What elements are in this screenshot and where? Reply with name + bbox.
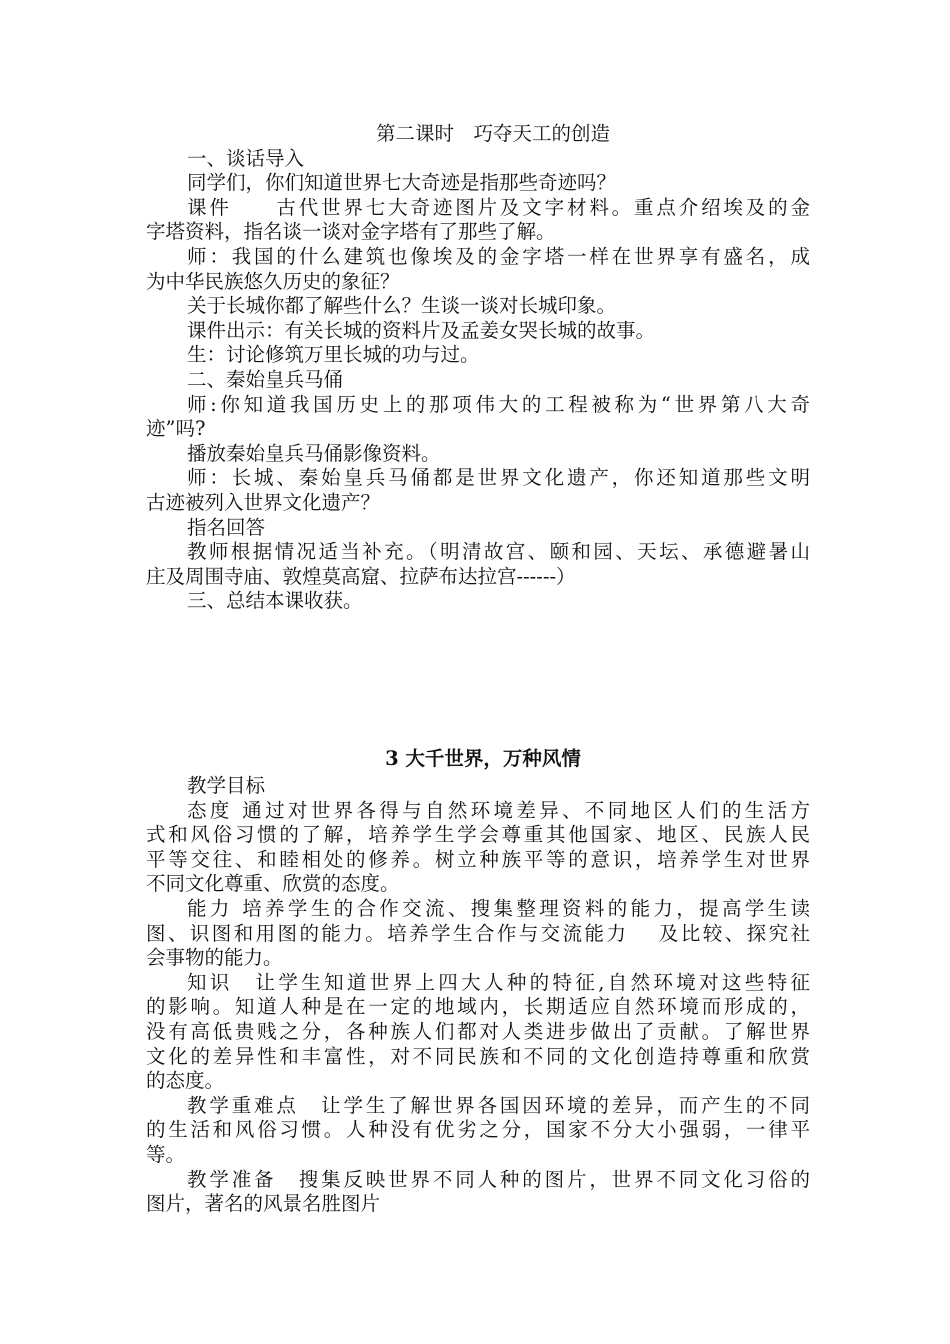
text-line: 迹”吗? (146, 417, 206, 441)
text-line: 字塔资料，指名谈一谈对金字塔有了那些了解。 (146, 220, 556, 244)
text-line: 教学目标 (187, 774, 266, 797)
text-line: 式和风俗习惯的了解，培养学生学会尊重其他国家、地区、民族人民 (146, 823, 810, 847)
lesson-section-2 (146, 744, 810, 1217)
text-line: 课件出示：有关长城的资料片及孟姜女哭长城的故事。 (187, 318, 656, 342)
text-line: 课件 古代世界七大奇迹图片及文字材料。重点介绍埃及的金 (187, 195, 810, 219)
text-line: 播放秦始皇兵马俑影像资料。 (187, 441, 441, 465)
text-line: 二、秦始皇兵马俑 (187, 367, 344, 391)
text-line: 同学们，你们知道世界七大奇迹是指那些奇迹吗？ (187, 171, 617, 195)
text-line: 的生活和风俗习惯。人种没有优劣之分，国家不分大小强弱，一律平 (146, 1118, 810, 1142)
text-line: 师：长城、秦始皇兵马俑都是世界文化遗产，你还知道那些文明 (187, 466, 810, 490)
text-line: 教学重难点 让学生了解世界各国因环境的差异，而产生的不同 (187, 1093, 810, 1117)
text-line: 一、谈话导入 (187, 146, 305, 170)
text-line: 古迹被列入世界文化遗产？ (146, 490, 381, 514)
text-line: 态度 通过对世界各得与自然环境差异、不同地区人们的生活方 (187, 798, 810, 822)
text-line: 等。 (146, 1142, 186, 1166)
text-line: 生：讨论修筑万里长城的功与过。 (187, 343, 480, 367)
text-line: 师:你知道我国历史上的那项伟大的工程被称为“世界第八大奇 (187, 392, 810, 416)
text-line: 不同文化尊重、欣赏的态度。 (146, 872, 400, 896)
text-line: 没有高低贵贱之分，各种族人们都对人类进步做出了贡献。了解世界 (146, 1019, 810, 1043)
text-line: 文化的差异性和丰富性，对不同民族和不同的文化创造持尊重和欣赏 (146, 1044, 810, 1068)
section-1-body (146, 147, 810, 614)
text-line: 师：我国的什么建筑也像埃及的金字塔一样在世界享有盛名，成 (187, 244, 810, 268)
text-line: 的影响。知道人种是在一定的地域内，长期适应自然环境而形成的， (146, 995, 810, 1019)
text-line: 知识 让学生知道世界上四大人种的特征,自然环境对这些特征 (187, 970, 810, 994)
lesson-section-1 (146, 122, 810, 614)
section-2-body (146, 774, 810, 1217)
text-line: 教师根据情况适当补充。（明清故宫、颐和园、天坛、承德避暑山 (187, 540, 810, 564)
text-line: 关于长城你都了解些什么？生谈一谈对长城印象。 (187, 294, 617, 318)
text-line: 会事物的能力。 (146, 946, 283, 970)
text-line: 图、识图和用图的能力。培养学生合作与交流能力 及比较、探究社 (146, 921, 810, 945)
text-line: 三、总结本课收获。 (187, 589, 363, 613)
text-line: 能力 培养学生的合作交流、搜集整理资料的能力，提高学生读 (187, 896, 810, 920)
text-line: 图片，著名的风景名胜图片 (146, 1192, 381, 1216)
section-1-title: 第二课时 巧夺天工的创造 (375, 122, 610, 145)
section-2-title: 3 大千世界，万种风情 (385, 747, 581, 770)
text-line: 的态度。 (146, 1069, 225, 1093)
text-line: 平等交往、和睦相处的修养。树立种族平等的意识，培养学生对世界 (146, 847, 810, 871)
text-line: 庄及周围寺庙、敦煌莫高窟、拉萨布达拉宫------） (146, 564, 576, 588)
text-line: 指名回答 (187, 515, 266, 539)
text-line: 为中华民族悠久历史的象征？ (146, 269, 400, 293)
text-line: 教学准备 搜集反映世界不同人种的图片，世界不同文化习俗的 (187, 1167, 810, 1191)
